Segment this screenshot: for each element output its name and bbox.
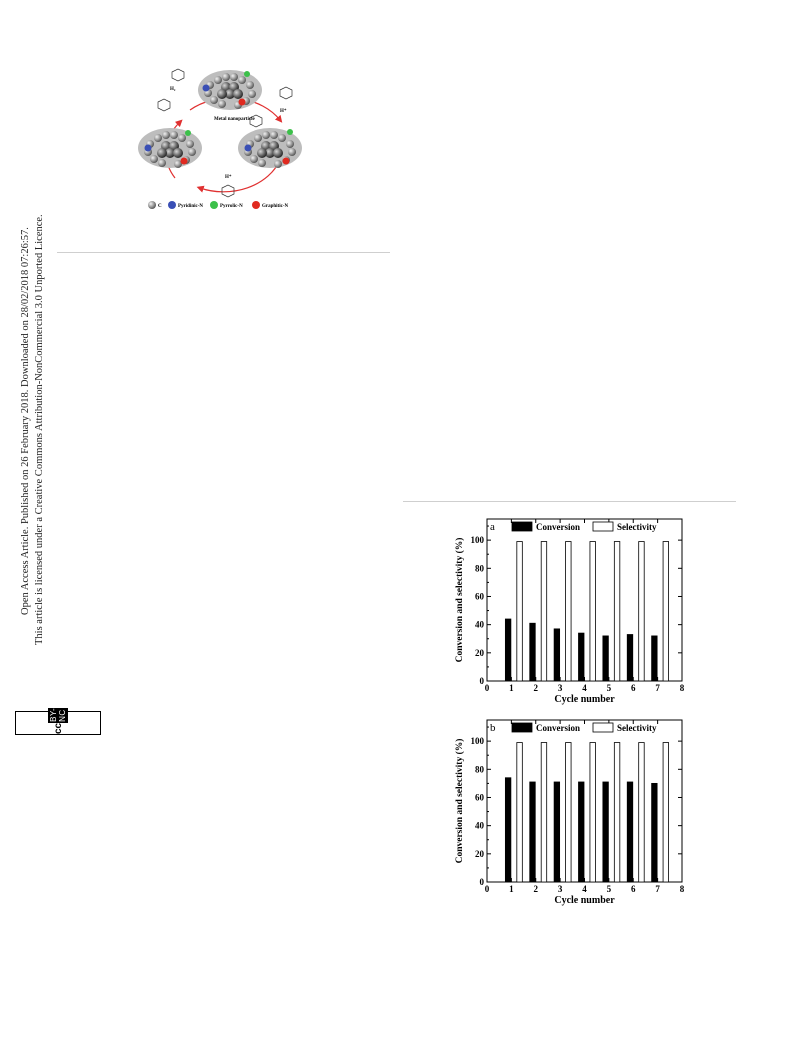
cycle-chart-b xyxy=(452,715,692,911)
license-sidebar xyxy=(8,0,48,700)
bar-selectivity xyxy=(590,542,596,681)
x-tick-label: 3 xyxy=(557,884,563,894)
y-tick-label: 20 xyxy=(475,848,484,859)
x-tick-label: 6 xyxy=(631,683,636,693)
x-tick-label: 2 xyxy=(533,683,538,693)
chart-svg xyxy=(452,715,692,911)
bar-selectivity xyxy=(639,542,645,681)
bar-conversion xyxy=(652,783,658,882)
legend-swatch-selectivity xyxy=(593,723,613,732)
metal-nanoparticle-label: Metal nanoparticle xyxy=(214,117,255,122)
bar-conversion xyxy=(603,782,609,882)
y-tick-label: 40 xyxy=(475,820,484,831)
h-plus-bottom-label: H⁺ xyxy=(225,175,232,180)
bar-conversion xyxy=(505,778,511,882)
bar-selectivity xyxy=(566,743,572,882)
legend-label-conversion: Conversion xyxy=(536,522,581,532)
x-axis-label: Cycle number xyxy=(554,694,615,705)
x-tick-label: 6 xyxy=(631,884,636,894)
y-tick-label: 100 xyxy=(470,736,484,747)
x-tick-label: 5 xyxy=(606,884,612,894)
x-tick-label: 7 xyxy=(655,683,660,693)
bar-selectivity xyxy=(566,542,572,681)
bar-conversion xyxy=(554,782,560,882)
x-tick-label: 1 xyxy=(509,683,514,693)
x-tick-label: 3 xyxy=(557,683,563,693)
x-tick-label: 8 xyxy=(679,884,685,894)
x-tick-label: 0 xyxy=(484,683,490,693)
license-badge-text: BY-NC xyxy=(49,707,67,722)
chart-svg xyxy=(452,514,692,710)
legend-label-selectivity: Selectivity xyxy=(617,522,657,532)
cycle-chart-a xyxy=(452,514,692,710)
bar-conversion xyxy=(530,623,536,681)
legend-swatch-conversion xyxy=(512,723,532,732)
legend-pyridinic-label: Pyridinic-N xyxy=(178,204,203,209)
y-tick-label: 40 xyxy=(475,619,484,630)
bar-selectivity xyxy=(517,542,523,681)
left-column-rule xyxy=(57,252,390,253)
bar-conversion xyxy=(530,782,536,882)
bar-selectivity xyxy=(541,542,547,681)
bar-conversion xyxy=(652,636,658,681)
license-info-line: This article is licensed under a Creative Commons Attribution-NonCommercial 3.0 Unported Licence. xyxy=(34,214,45,645)
y-axis-label: Conversion and selectivity (%) xyxy=(455,738,465,864)
cc-license-badge[interactable] xyxy=(15,707,101,735)
y-tick-label: 60 xyxy=(475,591,484,602)
x-tick-label: 4 xyxy=(582,884,587,894)
bar-conversion xyxy=(627,782,633,882)
y-tick-label: 100 xyxy=(470,535,484,546)
catalyst-cluster-top xyxy=(198,70,262,110)
y-axis-label: Conversion and selectivity (%) xyxy=(455,537,465,663)
x-tick-label: 2 xyxy=(533,884,538,894)
x-axis-label: Cycle number xyxy=(554,895,615,906)
mechanism-scheme xyxy=(130,60,320,220)
x-tick-label: 5 xyxy=(606,683,612,693)
bar-selectivity xyxy=(639,743,645,882)
bar-conversion xyxy=(627,635,633,681)
x-tick-label: 1 xyxy=(509,884,514,894)
bar-selectivity xyxy=(517,743,523,882)
legend-graphitic-label: Graphitic-N xyxy=(262,204,289,209)
publication-info-line: Open Access Article. Published on 26 February 2018. Downloaded on 28/02/2018 07:26:57. xyxy=(20,227,31,615)
legend-swatch-selectivity xyxy=(593,522,613,531)
mechanism-scheme-svg xyxy=(130,60,320,220)
scheme-legend xyxy=(148,201,288,209)
legend-swatch-conversion xyxy=(512,522,532,531)
bar-conversion xyxy=(603,636,609,681)
legend-pyrrolic-label: Pyrrolic-N xyxy=(220,204,243,209)
bar-conversion xyxy=(554,629,560,681)
bar-selectivity xyxy=(590,743,596,882)
legend-label-selectivity: Selectivity xyxy=(617,723,657,733)
bar-conversion xyxy=(579,633,585,681)
panel-label: a xyxy=(490,521,495,533)
x-tick-label: 0 xyxy=(484,884,490,894)
bar-selectivity xyxy=(663,542,669,681)
legend-label-conversion: Conversion xyxy=(536,723,581,733)
catalyst-cluster-right xyxy=(238,128,302,168)
h2-label: H₂ xyxy=(170,87,176,92)
bar-selectivity xyxy=(541,743,547,882)
y-tick-label: 60 xyxy=(475,792,484,803)
y-tick-label: 0 xyxy=(479,877,484,887)
bar-conversion xyxy=(579,782,585,882)
h-plus-right-label: H⁺ xyxy=(280,109,287,114)
y-tick-label: 0 xyxy=(479,676,484,686)
y-tick-label: 80 xyxy=(475,563,484,574)
x-tick-label: 8 xyxy=(679,683,685,693)
panel-label: b xyxy=(490,722,496,734)
y-tick-label: 20 xyxy=(475,647,484,658)
right-column-rule xyxy=(403,501,736,502)
y-tick-label: 80 xyxy=(475,764,484,775)
bar-selectivity xyxy=(614,743,620,882)
bar-selectivity xyxy=(614,542,620,681)
bar-conversion xyxy=(505,619,511,681)
catalyst-cluster-left xyxy=(138,128,202,168)
cc-icon: cc xyxy=(48,722,68,734)
x-tick-label: 7 xyxy=(655,884,660,894)
x-tick-label: 4 xyxy=(582,683,587,693)
legend-c-label: C xyxy=(158,204,162,209)
bar-selectivity xyxy=(663,743,669,882)
